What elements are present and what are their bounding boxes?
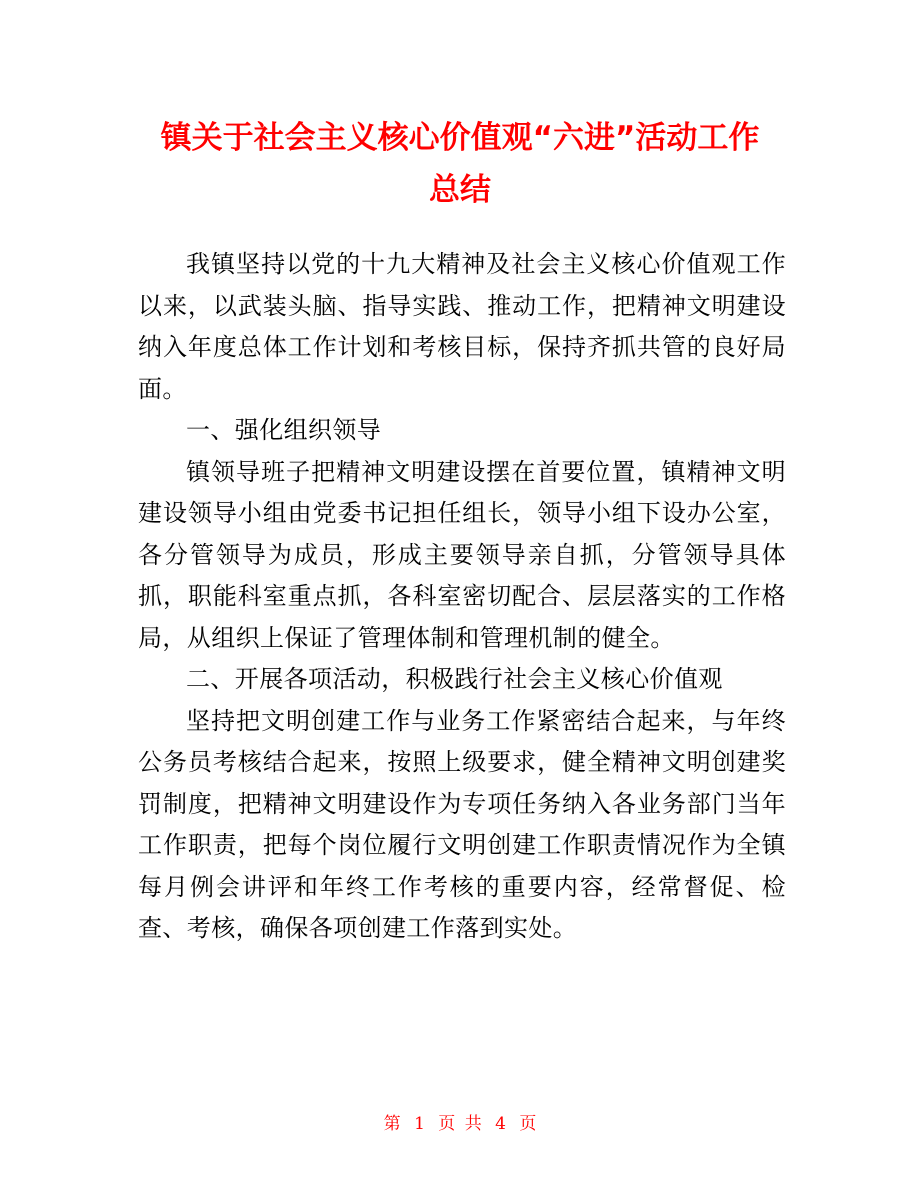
footer-mid: 页 共 — [438, 1114, 482, 1134]
intro-paragraph: 我镇坚持以党的十九大精神及社会主义核心价值观工作以来，以武装头脑、指导实践、推动工作，把精神文明建设纳入年度总体工作计划和考核目标，保持齐抓共管的良好局面。 — [138, 250, 786, 403]
document-body — [138, 244, 786, 950]
section-heading-2: 二、开展各项活动，积极践行社会主义核心价值观 — [186, 665, 723, 693]
footer-prefix: 第 — [383, 1114, 401, 1134]
footer-suffix: 页 — [519, 1114, 537, 1134]
section-1-paragraph: 镇领导班子把精神文明建设摆在首要位置，镇精神文明建设领导小组由党委书记担任组长，领导小组下设办公室，各分管领导为成员，形成主要领导亲自抓，分管领导具体抓，职能科室重点抓，各科室密切配合、层层落实的工作格局，从组织上保证了管理体制和管理机制的健全。 — [138, 457, 786, 652]
title-line-2: 总结 — [429, 172, 491, 208]
footer-total-pages: 4 — [495, 1114, 506, 1134]
section-heading-1: 一、强化组织领导 — [186, 416, 382, 444]
document-title — [130, 112, 790, 216]
section-2-paragraph: 坚持把文明创建工作与业务工作紧密结合起来，与年终公务员考核结合起来，按照上级要求，健全精神文明创建奖罚制度，把精神文明建设作为专项任务纳入各业务部门当年工作职责，把每个岗位履行文明创建工作职责情况作为全镇每月例会讲评和年终工作考核的重要内容，经常督促、检查、考核，确保各项创建工作落到实处。 — [138, 706, 786, 942]
page-footer — [0, 1112, 920, 1136]
footer-current-page: 1 — [414, 1114, 425, 1134]
title-line-1: 镇关于社会主义核心价值观“六进”活动工作 — [160, 120, 760, 156]
